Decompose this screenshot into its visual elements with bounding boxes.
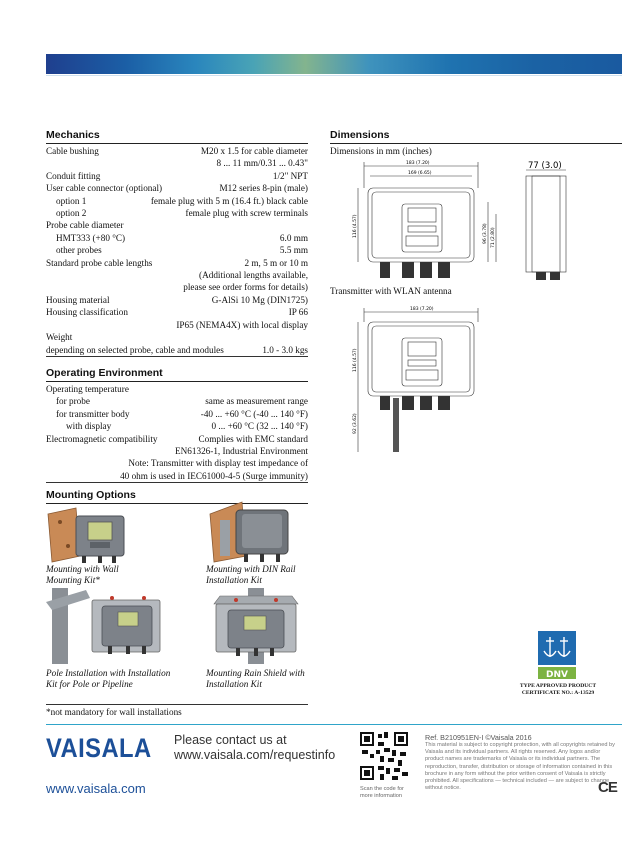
- ce-mark: CE: [598, 779, 617, 796]
- spec-probe-temp: for probe same as measurement range: [56, 396, 308, 407]
- spec-cable-bushing-range: 8 ... 11 mm/0.31 ... 0.43": [216, 158, 308, 169]
- spec-other-probes: other probes 5.5 mm: [56, 245, 308, 256]
- mount-caption-rain: Mounting Rain Shield with Installation Kit: [206, 668, 305, 689]
- pole-install-image: [46, 588, 166, 664]
- spec-probe-cable: Probe cable diameter: [46, 220, 124, 231]
- dim-wlan-width: 183 (7.20): [410, 307, 434, 312]
- spec-std-probe-note1: (Additional lengths available,: [199, 270, 308, 281]
- dimensions-column: [330, 129, 622, 157]
- spec-housing-class-display: IP65 (NEMA4X) with local display: [176, 319, 308, 330]
- spec-display-temp: with display 0 ... +60 °C (32 ... 140 °F): [66, 421, 308, 432]
- dimensions-subtitle: Dimensions in mm (inches): [330, 146, 432, 156]
- dim-height-left: 116 (4.57): [353, 214, 358, 238]
- website-link[interactable]: www.vaisala.com: [46, 781, 146, 796]
- dnv-caption: TYPE APPROVED PRODUCT CERTIFICATE NO.: A-13529: [519, 683, 597, 696]
- qr-code[interactable]: [360, 732, 408, 780]
- dim-width-outer: 183 (7.20): [406, 161, 430, 166]
- specs-left-column: [46, 129, 308, 505]
- contact-info: Please contact us at www.vaisala.com/requestinfo: [174, 733, 336, 762]
- request-info-link[interactable]: www.vaisala.com/requestinfo: [174, 748, 336, 762]
- mount-caption-wall: Mounting with Wall Mounting Kit*: [46, 564, 119, 585]
- spec-conduit: Conduit fitting 1/2" NPT: [46, 170, 308, 181]
- dimensions-title: Dimensions: [330, 129, 622, 144]
- dim-h2: 96 (3.78): [483, 223, 488, 244]
- mounting-footnote: *not mandatory for wall installations: [46, 704, 308, 717]
- spec-weight-label: Weight: [46, 332, 73, 343]
- dim-h3: 71 (2.80): [491, 227, 496, 248]
- spec-hmt333: HMT333 (+80 °C) 6.0 mm: [56, 232, 308, 243]
- mounting-title: Mounting Options: [46, 489, 308, 504]
- spec-user-cable: User cable connector (optional) M12 series 8-pin (male): [46, 183, 308, 194]
- environment-title: Operating Environment: [46, 367, 308, 382]
- dimension-drawing-front: [350, 158, 626, 284]
- spec-option2: option 2 female plug with screw terminals: [56, 208, 308, 219]
- spec-cable-bushing: Cable bushing M20 x 1.5 for cable diameter: [46, 146, 308, 156]
- dim-depth: 77 (3.0): [528, 161, 562, 171]
- dimension-drawing-wlan: [350, 302, 490, 462]
- wall-mount-image: [46, 506, 136, 564]
- dnv-certificate-logo: [536, 631, 578, 681]
- spec-emc-note1: Note: Transmitter with display test impedance of: [128, 458, 308, 469]
- spec-option1: option 1 female plug with 5 m (16.4 ft.) black cable: [56, 195, 308, 206]
- dnv-brand: DNV: [546, 670, 568, 680]
- spec-emc-standard: EN61326-1, Industrial Environment: [175, 445, 308, 456]
- spec-weight: depending on selected probe, cable and modules 1.0 - 3.0 kgs: [46, 344, 308, 357]
- dim-wlan-antenna: 92 (3.62): [353, 413, 358, 434]
- header-divider: [46, 75, 622, 76]
- din-rail-image: [206, 500, 296, 564]
- dim-width-inner: 169 (6.65): [408, 171, 432, 176]
- dim-wlan-height: 116 (4.57): [353, 348, 358, 372]
- spec-op-temp: Operating temperature: [46, 383, 129, 394]
- qr-caption: Scan the code for more information: [360, 786, 404, 799]
- spec-housing-class: Housing classification IP 66: [46, 307, 308, 318]
- spec-body-temp: for transmitter body -40 ... +60 °C (-40 ... 140 °F): [56, 408, 308, 419]
- rain-shield-image: [206, 588, 306, 664]
- mount-caption-din: Mounting with DIN Rail Installation Kit: [206, 564, 296, 585]
- spec-std-probe-note2: please see order forms for details): [183, 282, 308, 293]
- spec-emc: Electromagnetic compatibility Complies with EMC standard: [46, 433, 308, 444]
- mounting-options-grid: [46, 498, 308, 698]
- spec-housing-material: Housing material G-AlSi 10 Mg (DIN1725): [46, 294, 308, 305]
- spec-std-probe: Standard probe cable lengths 2 m, 5 m or 10 m: [46, 257, 308, 268]
- vaisala-logo: VAISALA: [46, 733, 152, 763]
- document-reference: Ref. B210951EN-I ©Vaisala 2016: [425, 733, 532, 742]
- mechanics-title: Mechanics: [46, 129, 308, 144]
- footer-divider: [46, 724, 622, 725]
- header-banner: [46, 54, 622, 74]
- mount-caption-pole: Pole Installation with Installation Kit for Pole or Pipeline: [46, 668, 171, 689]
- wlan-title: Transmitter with WLAN antenna: [330, 286, 452, 296]
- spec-emc-note2: 40 ohm is used in IEC61000-4-5 (Surge immunity): [46, 470, 308, 483]
- legal-notice: This material is subject to copyright protection, with all copyrights retained by Vaisala and its individual partners. All rights reserved. Any logos and/or product names are trademarks of Vaisala or its individual partners. The reproduction, transfer, distribution or storage of information contained in this brochure in any form without the prior written consent of Vaisala is strictly prohibited. All specifications — technical included — are subject to change without notice.: [425, 742, 615, 792]
